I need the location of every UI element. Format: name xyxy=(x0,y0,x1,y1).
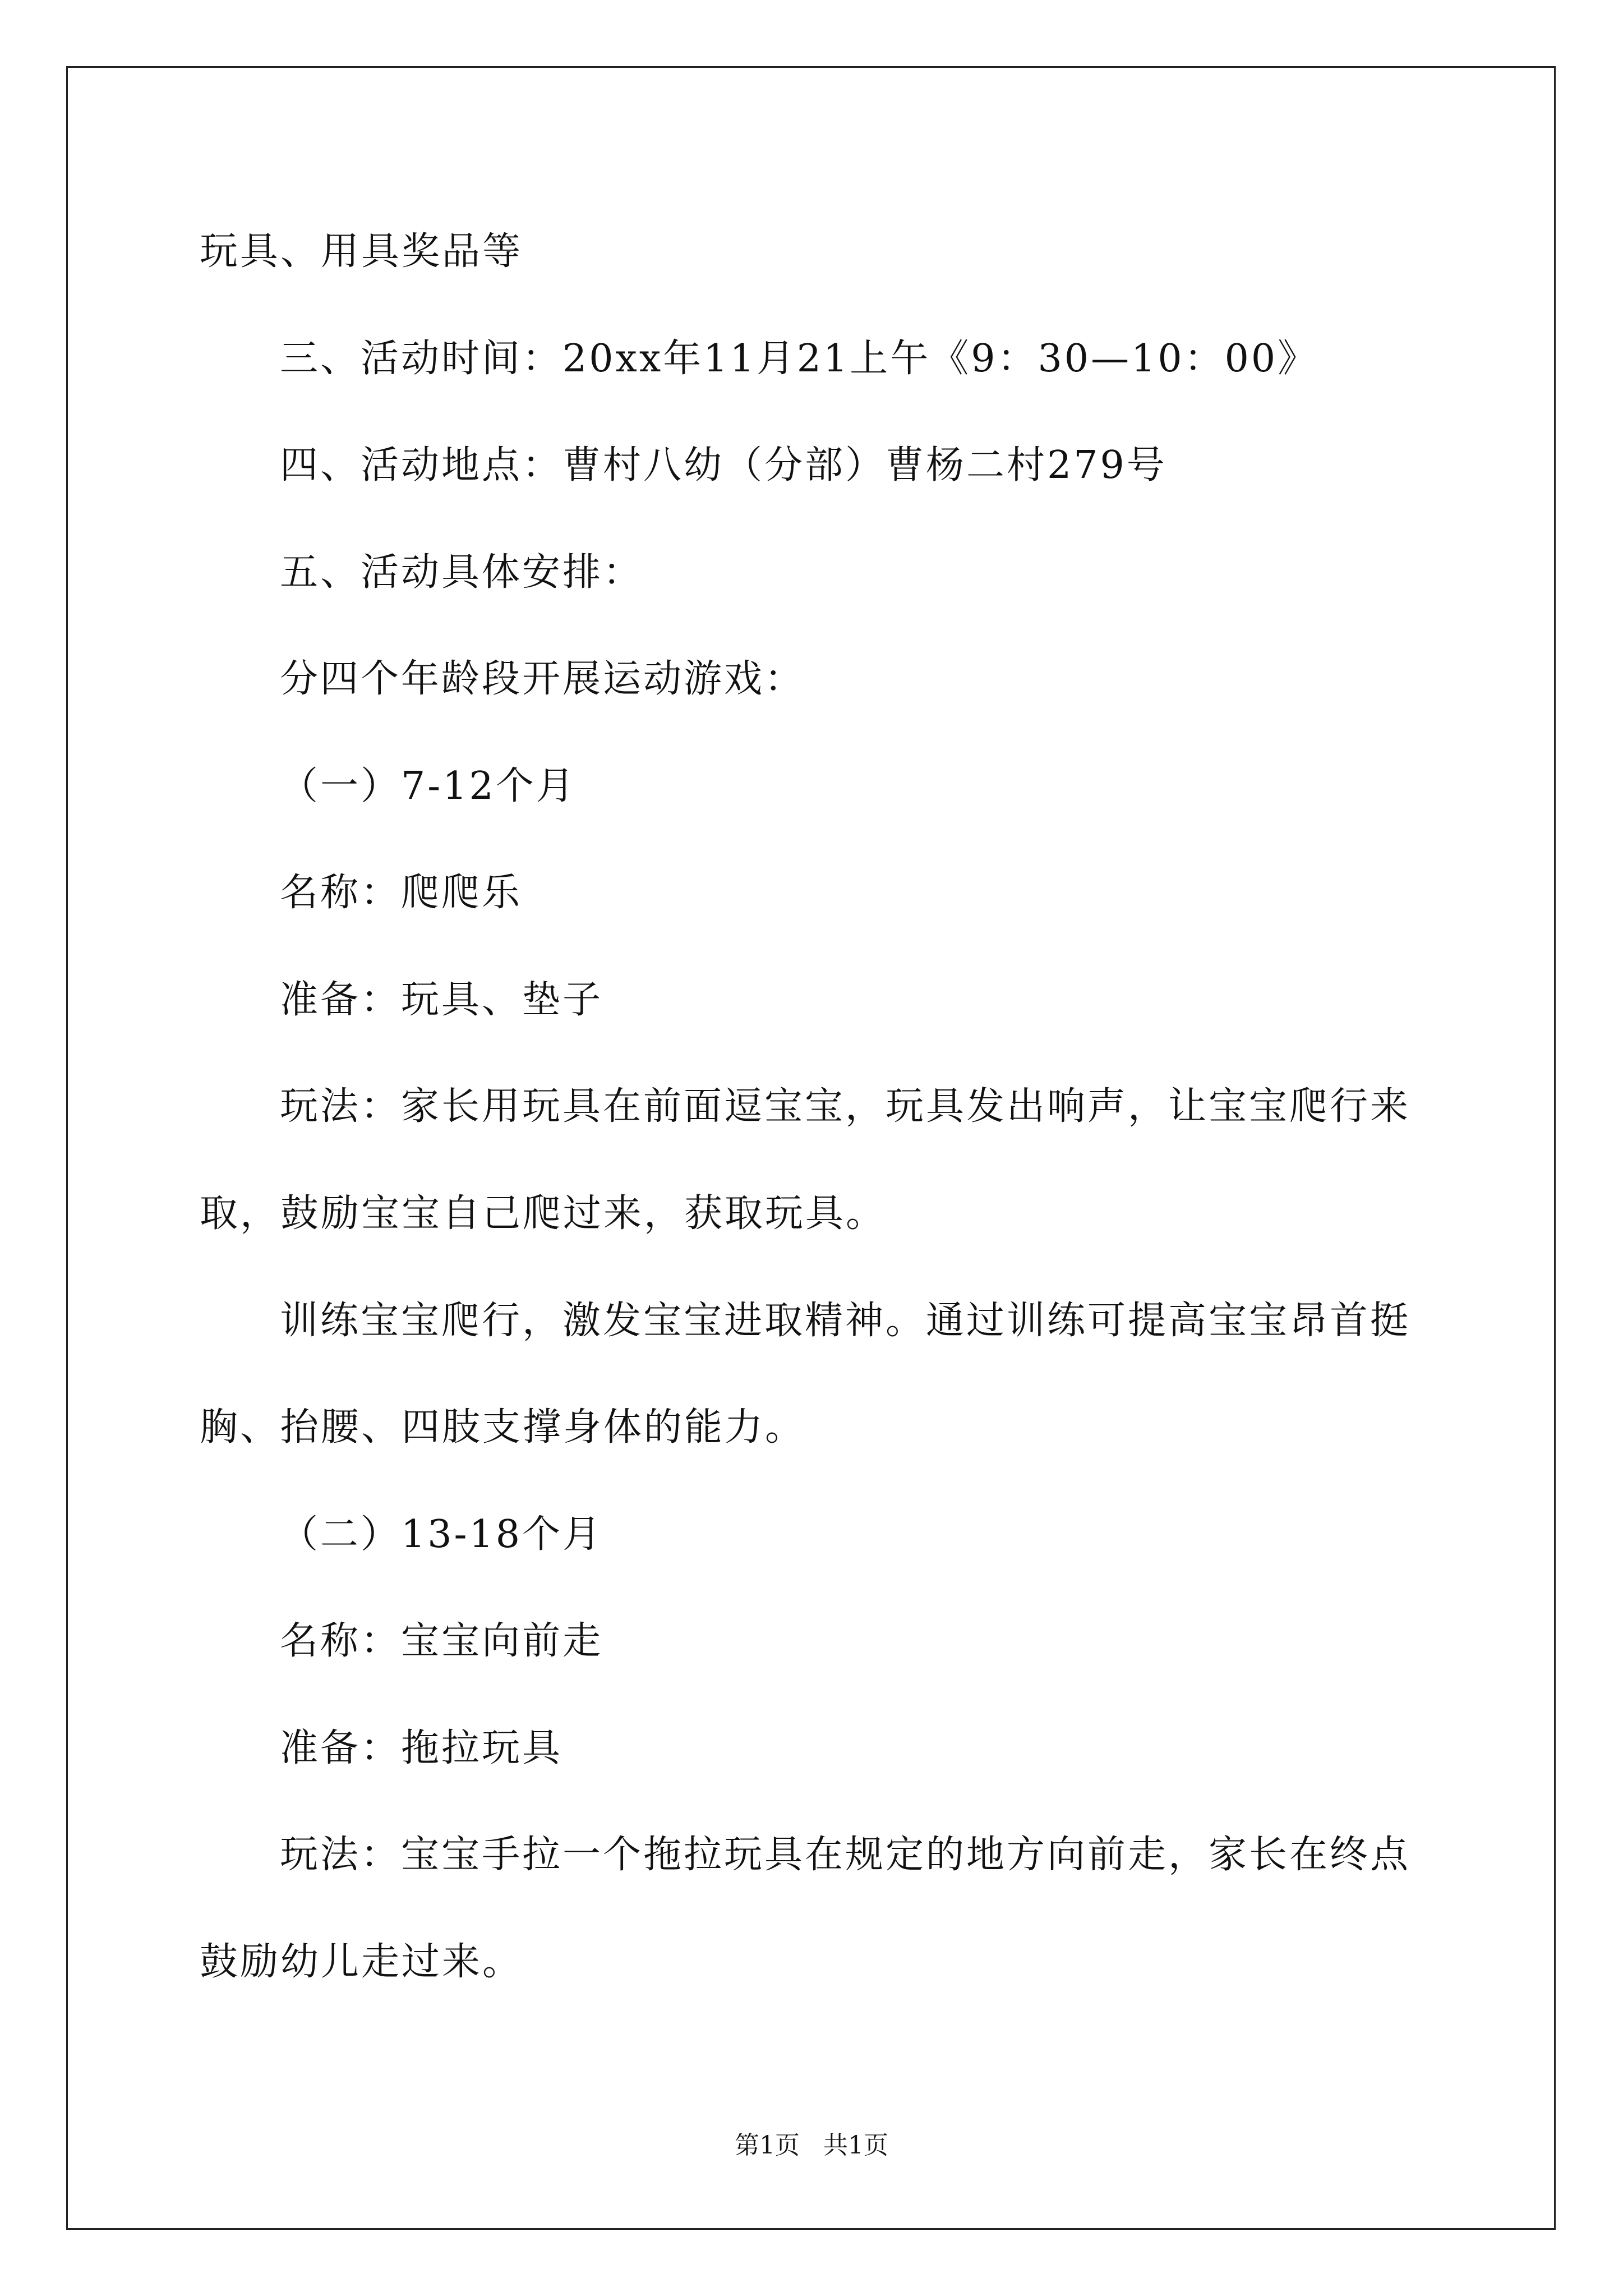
text-line: 分四个年龄段开展运动游戏： xyxy=(280,657,805,701)
text-line: （二）13-18个月 xyxy=(280,1512,603,1557)
text-line: 名称：爬爬乐 xyxy=(280,871,523,915)
page-border xyxy=(66,66,1556,2230)
text-line: 鼓励幼儿走过来。 xyxy=(200,1940,523,1984)
text-line: 准备：玩具、垫子 xyxy=(280,978,603,1022)
text-line: 胸、抬腰、四肢支撑身体的能力。 xyxy=(200,1405,806,1450)
text-line: 五、活动具体安排： xyxy=(280,550,644,595)
text-line: （一）7-12个月 xyxy=(280,764,577,808)
page-footer: 第1页 共1页 xyxy=(735,2131,888,2160)
text-line: 四、活动地点：曹村八幼（分部）曹杨二村279号 xyxy=(280,443,1167,487)
text-line: 名称：宝宝向前走 xyxy=(280,1619,603,1663)
text-line: 取，鼓励宝宝自己爬过来，获取玩具。 xyxy=(200,1191,887,1236)
text-line: 玩法：宝宝手拉一个拖拉玩具在规定的地方向前走，家长在终点 xyxy=(280,1833,1411,1877)
text-line: 准备：拖拉玩具 xyxy=(280,1726,563,1770)
text-line: 训练宝宝爬行，激发宝宝进取精神。通过训练可提高宝宝昂首挺 xyxy=(280,1299,1411,1343)
text-line: 三、活动时间：20xx年11月21上午《9：30—10：00》 xyxy=(280,337,1318,381)
text-line: 玩具、用具奖品等 xyxy=(200,229,523,274)
text-line: 玩法：家长用玩具在前面逗宝宝，玩具发出响声，让宝宝爬行来 xyxy=(280,1084,1411,1129)
